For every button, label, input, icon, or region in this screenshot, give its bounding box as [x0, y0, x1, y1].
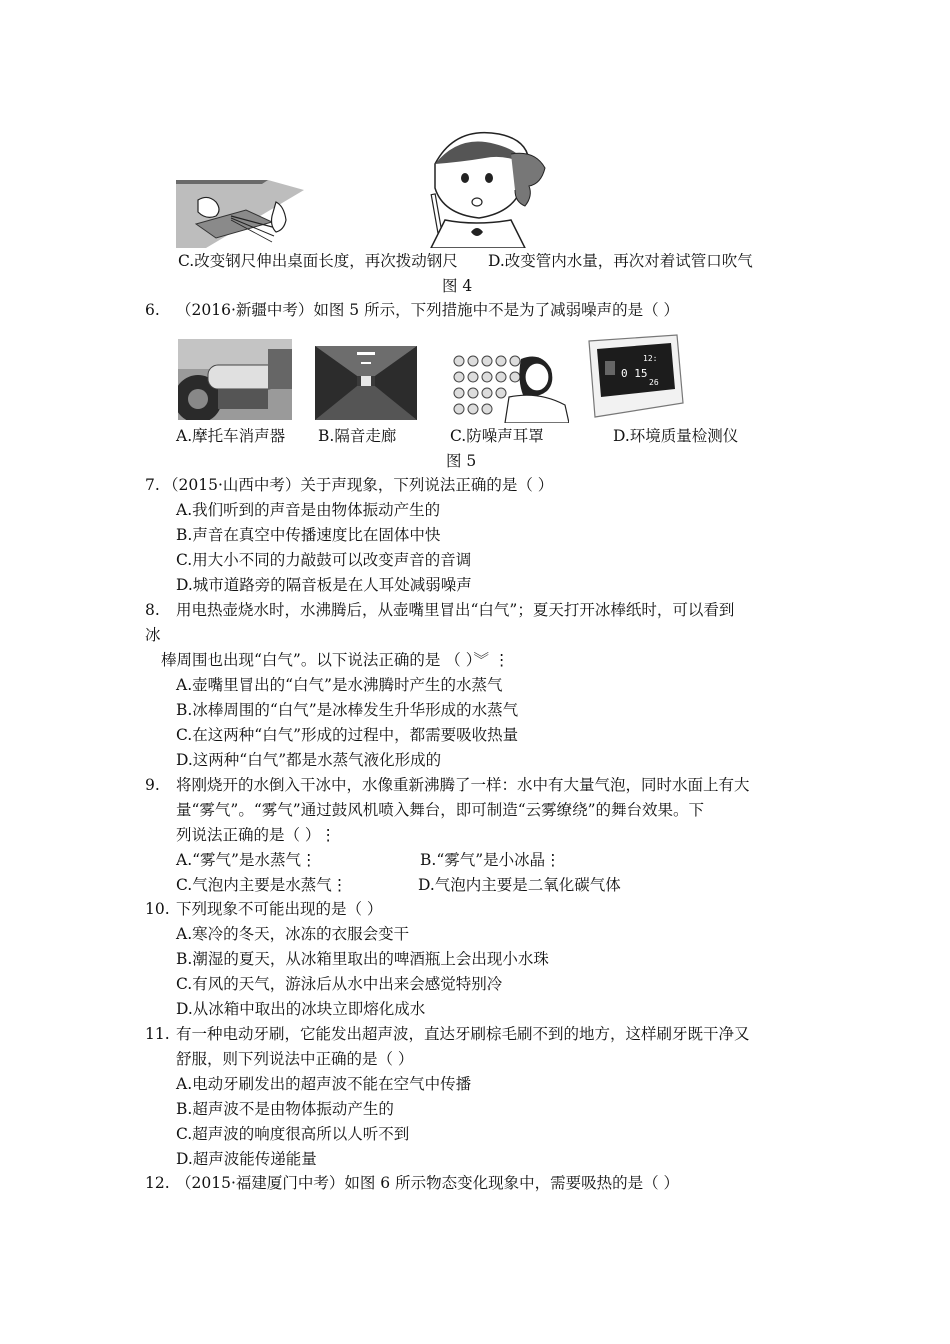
q12-number: 12.	[145, 1174, 170, 1192]
q9-text-line2: 量“雾气”。“雾气”通过鼓风机喷入舞台，即可制造“云雾缭绕”的舞台效果。下	[176, 801, 705, 819]
q8-number: 8.	[145, 601, 160, 619]
ruler-on-desk-image	[176, 180, 304, 248]
q11-option-a: A.电动牙刷发出的超声波不能在空气中传播	[176, 1075, 472, 1093]
monitor-reading-top: 12:	[643, 354, 658, 363]
ear-muffs-image	[449, 351, 569, 423]
q8-text-line1: 用电热壶烧水时，水沸腾后，从壶嘴里冒出“白气”；夏天打开冰棒纸时，可以看到	[176, 601, 735, 619]
q11-option-d: D.超声波能传递能量	[176, 1150, 317, 1168]
environment-monitor-image	[583, 333, 685, 419]
q11-text-line1: 有一种电动牙刷，它能发出超声波，直达牙刷棕毛刷不到的地方，这样刷牙既干净又	[176, 1025, 750, 1043]
q6-option-c: C.防噪声耳罩	[450, 427, 544, 445]
q9-option-b: B.“雾气”是小冰晶⋮	[420, 851, 561, 869]
q6-number: 6.	[145, 301, 160, 319]
soundproof-corridor-image	[315, 346, 417, 420]
q6-option-b: B.隔音走廊	[318, 427, 397, 445]
q11-option-b: B.超声波不是由物体振动产生的	[176, 1100, 394, 1118]
q9-option-d: D.气泡内主要是二氧化碳气体	[418, 876, 621, 894]
q7-option-a: A.我们听到的声音是由物体振动产生的	[176, 501, 441, 519]
q9-option-c: C.气泡内主要是水蒸气⋮	[176, 876, 348, 894]
q8-text-line2: 冰	[145, 626, 161, 644]
monitor-reading-main: 0 15	[621, 367, 648, 380]
q10-number: 10.	[145, 900, 170, 918]
q7-number: 7.	[145, 476, 160, 494]
q6-text: （2016·新疆中考）如图 5 所示，下列措施中不是为了减弱噪声的是（ ）	[176, 301, 680, 319]
girl-blowing-test-tube-image	[415, 124, 547, 248]
q6-option-d: D.环境质量检测仪	[613, 427, 739, 445]
q8-option-a: A.壶嘴里冒出的“白气”是水沸腾时产生的水蒸气	[176, 676, 503, 694]
q6-option-a: A.摩托车消声器	[176, 427, 286, 445]
fig4-caption-d: D.改变管内水量，再次对着试管口吹气	[488, 252, 753, 270]
q12-text: （2015·福建厦门中考）如图 6 所示物态变化现象中，需要吸热的是（ ）	[176, 1174, 680, 1192]
q10-option-c: C.有风的天气，游泳后从水中出来会感觉特别冷	[176, 975, 503, 993]
q9-text-line3: 列说法正确的是（ ）⋮	[176, 826, 336, 844]
q10-option-a: A.寒冷的冬天，冰冻的衣服会变干	[176, 925, 410, 943]
q10-text: 下列现象不可能出现的是（ ）	[176, 900, 383, 918]
q9-text-line1: 将刚烧开的水倒入干冰中，水像重新沸腾了一样：水中有大量气泡，同时水面上有大	[176, 776, 750, 794]
q11-text-line2: 舒服，则下列说法中正确的是（ ）	[176, 1050, 414, 1068]
q11-number: 11.	[145, 1025, 170, 1043]
fig5-label: 图 5	[446, 452, 477, 470]
q8-text-line3: 棒周围也出现“白气”。以下说法正确的是 （ ）︾ ⋮	[161, 651, 510, 669]
fig4-label: 图 4	[442, 277, 473, 295]
q8-option-c: C.在这两种“白气”形成的过程中，都需要吸收热量	[176, 726, 519, 744]
motorcycle-muffler-image	[178, 339, 292, 420]
q7-option-b: B.声音在真空中传播速度比在固体中快	[176, 526, 441, 544]
q8-option-d: D.这两种“白气”都是水蒸气液化形成的	[176, 751, 442, 769]
q11-option-c: C.超声波的响度很高所以人听不到	[176, 1125, 410, 1143]
q7-option-d: D.城市道路旁的隔音板是在人耳处减弱噪声	[176, 576, 472, 594]
q9-number: 9.	[145, 776, 160, 794]
q9-option-a: A.“雾气”是水蒸气⋮	[176, 851, 317, 869]
q10-option-d: D.从冰箱中取出的冰块立即熔化成水	[176, 1000, 426, 1018]
q10-option-b: B.潮湿的夏天，从冰箱里取出的啤酒瓶上会出现小水珠	[176, 950, 549, 968]
q7-option-c: C.用大小不同的力敲鼓可以改变声音的音调	[176, 551, 472, 569]
monitor-reading-bottom: 26	[649, 378, 659, 387]
fig4-caption-c: C.改变钢尺伸出桌面长度，再次拨动钢尺	[178, 252, 458, 270]
q8-option-b: B.冰棒周围的“白气”是冰棒发生升华形成的水蒸气	[176, 701, 519, 719]
q7-text: （2015·山西中考）关于声现象，下列说法正确的是（ ）	[163, 476, 554, 494]
